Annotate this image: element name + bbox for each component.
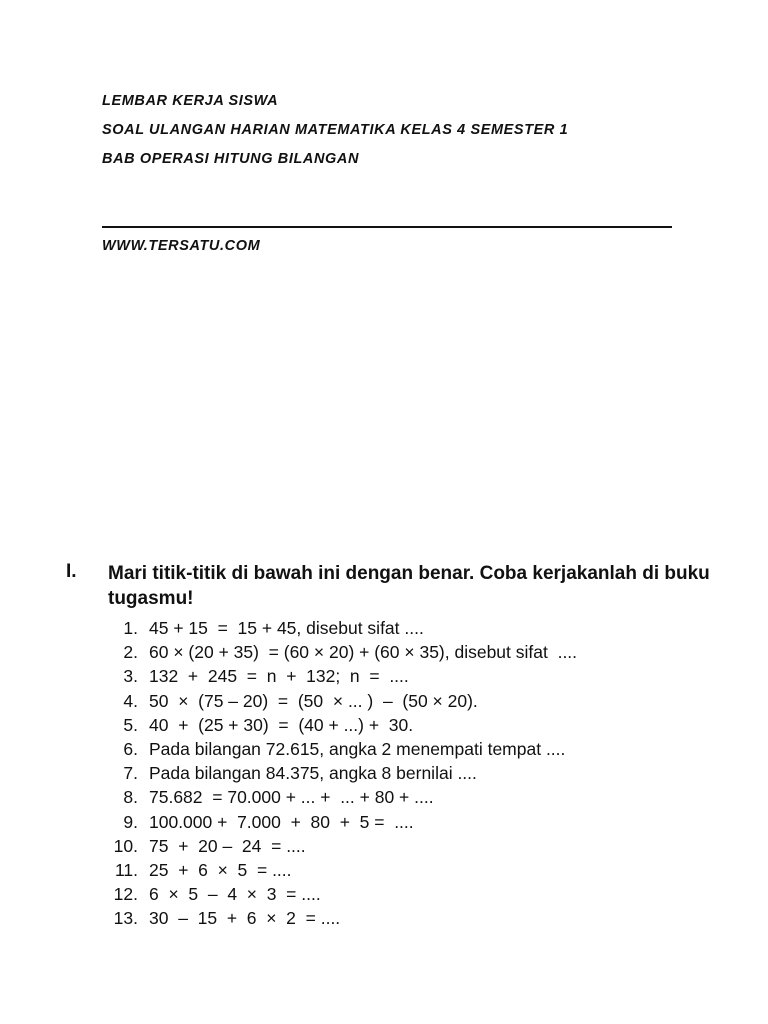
question-item <box>100 689 577 713</box>
question-number: 10. <box>113 835 138 856</box>
question-item <box>100 882 577 906</box>
question-text: Pada bilangan 84.375, angka 8 bernilai .... <box>149 763 477 784</box>
question-number: 5. <box>123 714 138 735</box>
website-label: WWW.TERSATU.COM <box>102 238 261 254</box>
question-number: 3. <box>123 666 138 687</box>
question-number: 13. <box>113 908 138 929</box>
question-item <box>100 640 577 664</box>
question-list <box>100 616 577 930</box>
worksheet-label: LEMBAR KERJA SISWA <box>102 93 279 109</box>
header-divider <box>102 226 672 228</box>
question-text: 100.000 + 7.000 + 80 + 5 = .... <box>149 811 414 832</box>
question-item <box>100 761 577 785</box>
question-text: Pada bilangan 72.615, angka 2 menempati tempat .... <box>149 738 566 759</box>
question-text: 75.682 = 70.000 + ... + ... + 80 + .... <box>149 787 434 808</box>
question-item <box>100 906 577 930</box>
section-number: I. <box>66 561 77 582</box>
question-item <box>100 858 577 882</box>
question-number: 9. <box>123 811 138 832</box>
question-number: 1. <box>123 618 138 638</box>
question-item <box>100 810 577 834</box>
question-text: 132 + 245 = n + 132; n = .... <box>149 666 409 687</box>
question-number: 8. <box>123 787 138 808</box>
question-item <box>100 664 577 688</box>
question-text: 40 + (25 + 30) = (40 + ...) + 30. <box>149 714 414 735</box>
question-item <box>100 834 577 858</box>
question-text: 25 + 6 × 5 = .... <box>149 859 292 880</box>
question-item <box>100 713 577 737</box>
question-number: 2. <box>123 642 138 663</box>
question-number: 7. <box>123 763 138 784</box>
question-text: 75 + 20 – 24 = .... <box>149 835 306 856</box>
question-number: 6. <box>123 738 138 759</box>
question-number: 12. <box>113 884 138 905</box>
question-text: 60 × (20 + 35) = (60 × 20) + (60 × 35), disebut sifat .... <box>149 642 578 663</box>
question-text: 6 × 5 – 4 × 3 = .... <box>149 884 321 905</box>
question-item <box>100 785 577 809</box>
question-text: 50 × (75 – 20) = (50 × ... ) – (50 × 20). <box>149 690 478 711</box>
section-instruction: Mari titik-titik di bawah ini dengan benar. Coba kerjakanlah di buku tugasmu! <box>108 563 710 609</box>
question-text: 30 – 15 + 6 × 2 = .... <box>149 908 341 929</box>
question-number: 4. <box>123 690 138 711</box>
question-item <box>100 737 577 761</box>
question-item <box>100 616 577 640</box>
question-text: 45 + 15 = 15 + 45, disebut sifat .... <box>149 618 424 638</box>
chapter-title: BAB OPERASI HITUNG BILANGAN <box>102 151 360 167</box>
question-number: 11. <box>114 859 138 880</box>
exam-title: SOAL ULANGAN HARIAN MATEMATIKA KELAS 4 SEMESTER 1 <box>102 122 569 138</box>
